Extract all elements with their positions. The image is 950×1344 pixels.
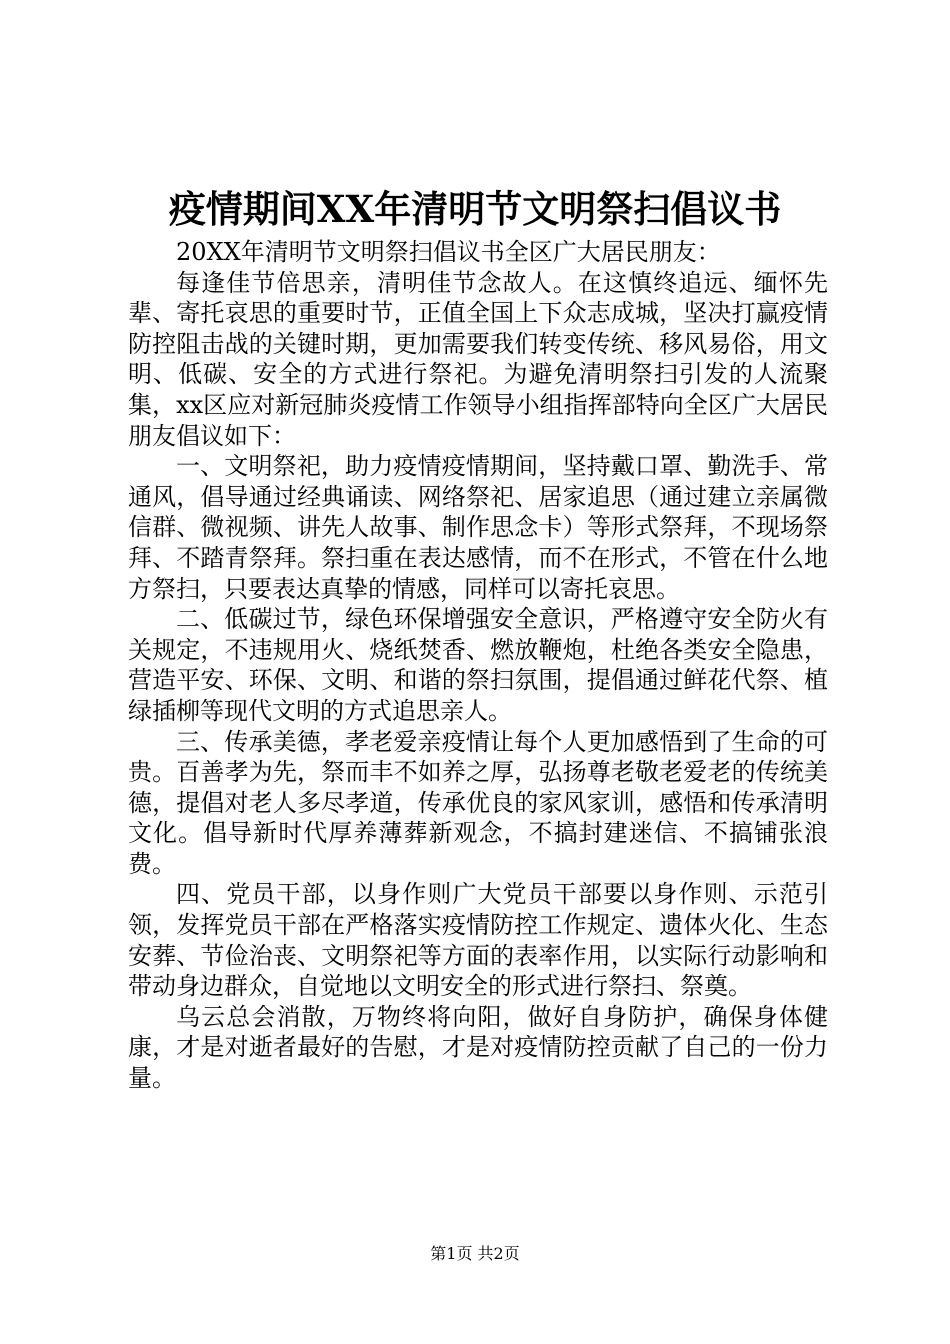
intro-paragraph: 每逢佳节倍思亲，清明佳节念故人。在这慎终追远、缅怀先辈、寄托哀思的重要时节，正值全国上下众志成城，坚决打赢疫情防控阻击战的关键时期，更加需要我们转变传统、移风易俗，用文明、低碳、安全的方式进行祭祀。为避免清明祭扫引发的人流聚集，xx区应对新冠肺炎疫情工作领导小组指挥部特向全区广大居民朋友倡议如下： [128, 268, 828, 450]
point-four-paragraph: 四、党员干部，以身作则广大党员干部要以身作则、示范引领，发挥党员干部在严格落实疫情防控工作规定、遗体火化、生态安葬、节俭治丧、文明祭祀等方面的表率作用，以实际行动影响和带动身边群众，自觉地以文明安全的形式进行祭扫、祭奠。 [128, 880, 828, 1001]
point-one-paragraph: 一、文明祭祀，助力疫情疫情期间，坚持戴口罩、勤洗手、常通风，倡导通过经典诵读、网络祭祀、居家追思（通过建立亲属微信群、微视频、讲先人故事、制作思念卡）等形式祭拜，不现场祭拜、不踏青祭拜。祭扫重在表达感情，而不在形式，不管在什么地方祭扫，只要表达真挚的情感，同样可以寄托哀思。 [128, 452, 828, 603]
point-three-paragraph: 三、传承美德，孝老爱亲疫情让每个人更加感悟到了生命的可贵。百善孝为先，祭而丰不如养之厚，弘扬尊老敬老爱老的传统美德，提倡对老人多尽孝道，传承优良的家风家训，感悟和传承清明文化。倡导新时代厚养薄葬新观念，不搞封建迷信、不搞铺张浪费。 [128, 727, 828, 878]
page-number-footer: 第1页 共2页 [430, 1244, 520, 1263]
closing-paragraph: 乌云总会消散，万物终将向阳，做好自身防护，确保身体健康，才是对逝者最好的告慰，才是对疫情防控贡献了自己的一份力量。 [128, 1002, 828, 1093]
document-body [128, 237, 828, 1094]
document-title: 疫情期间XX年清明节文明祭扫倡议书 [168, 187, 782, 231]
salutation-paragraph: 20XX年清明节文明祭扫倡议书全区广大居民朋友： [176, 238, 721, 266]
point-two-paragraph: 二、低碳过节，绿色环保增强安全意识，严格遵守安全防火有关规定，不违规用火、烧纸焚香、燃放鞭炮，杜绝各类安全隐患，营造平安、环保、文明、和谐的祭扫氛围，提倡通过鲜花代祭、植绿插柳等现代文明的方式追思亲人。 [128, 605, 828, 725]
